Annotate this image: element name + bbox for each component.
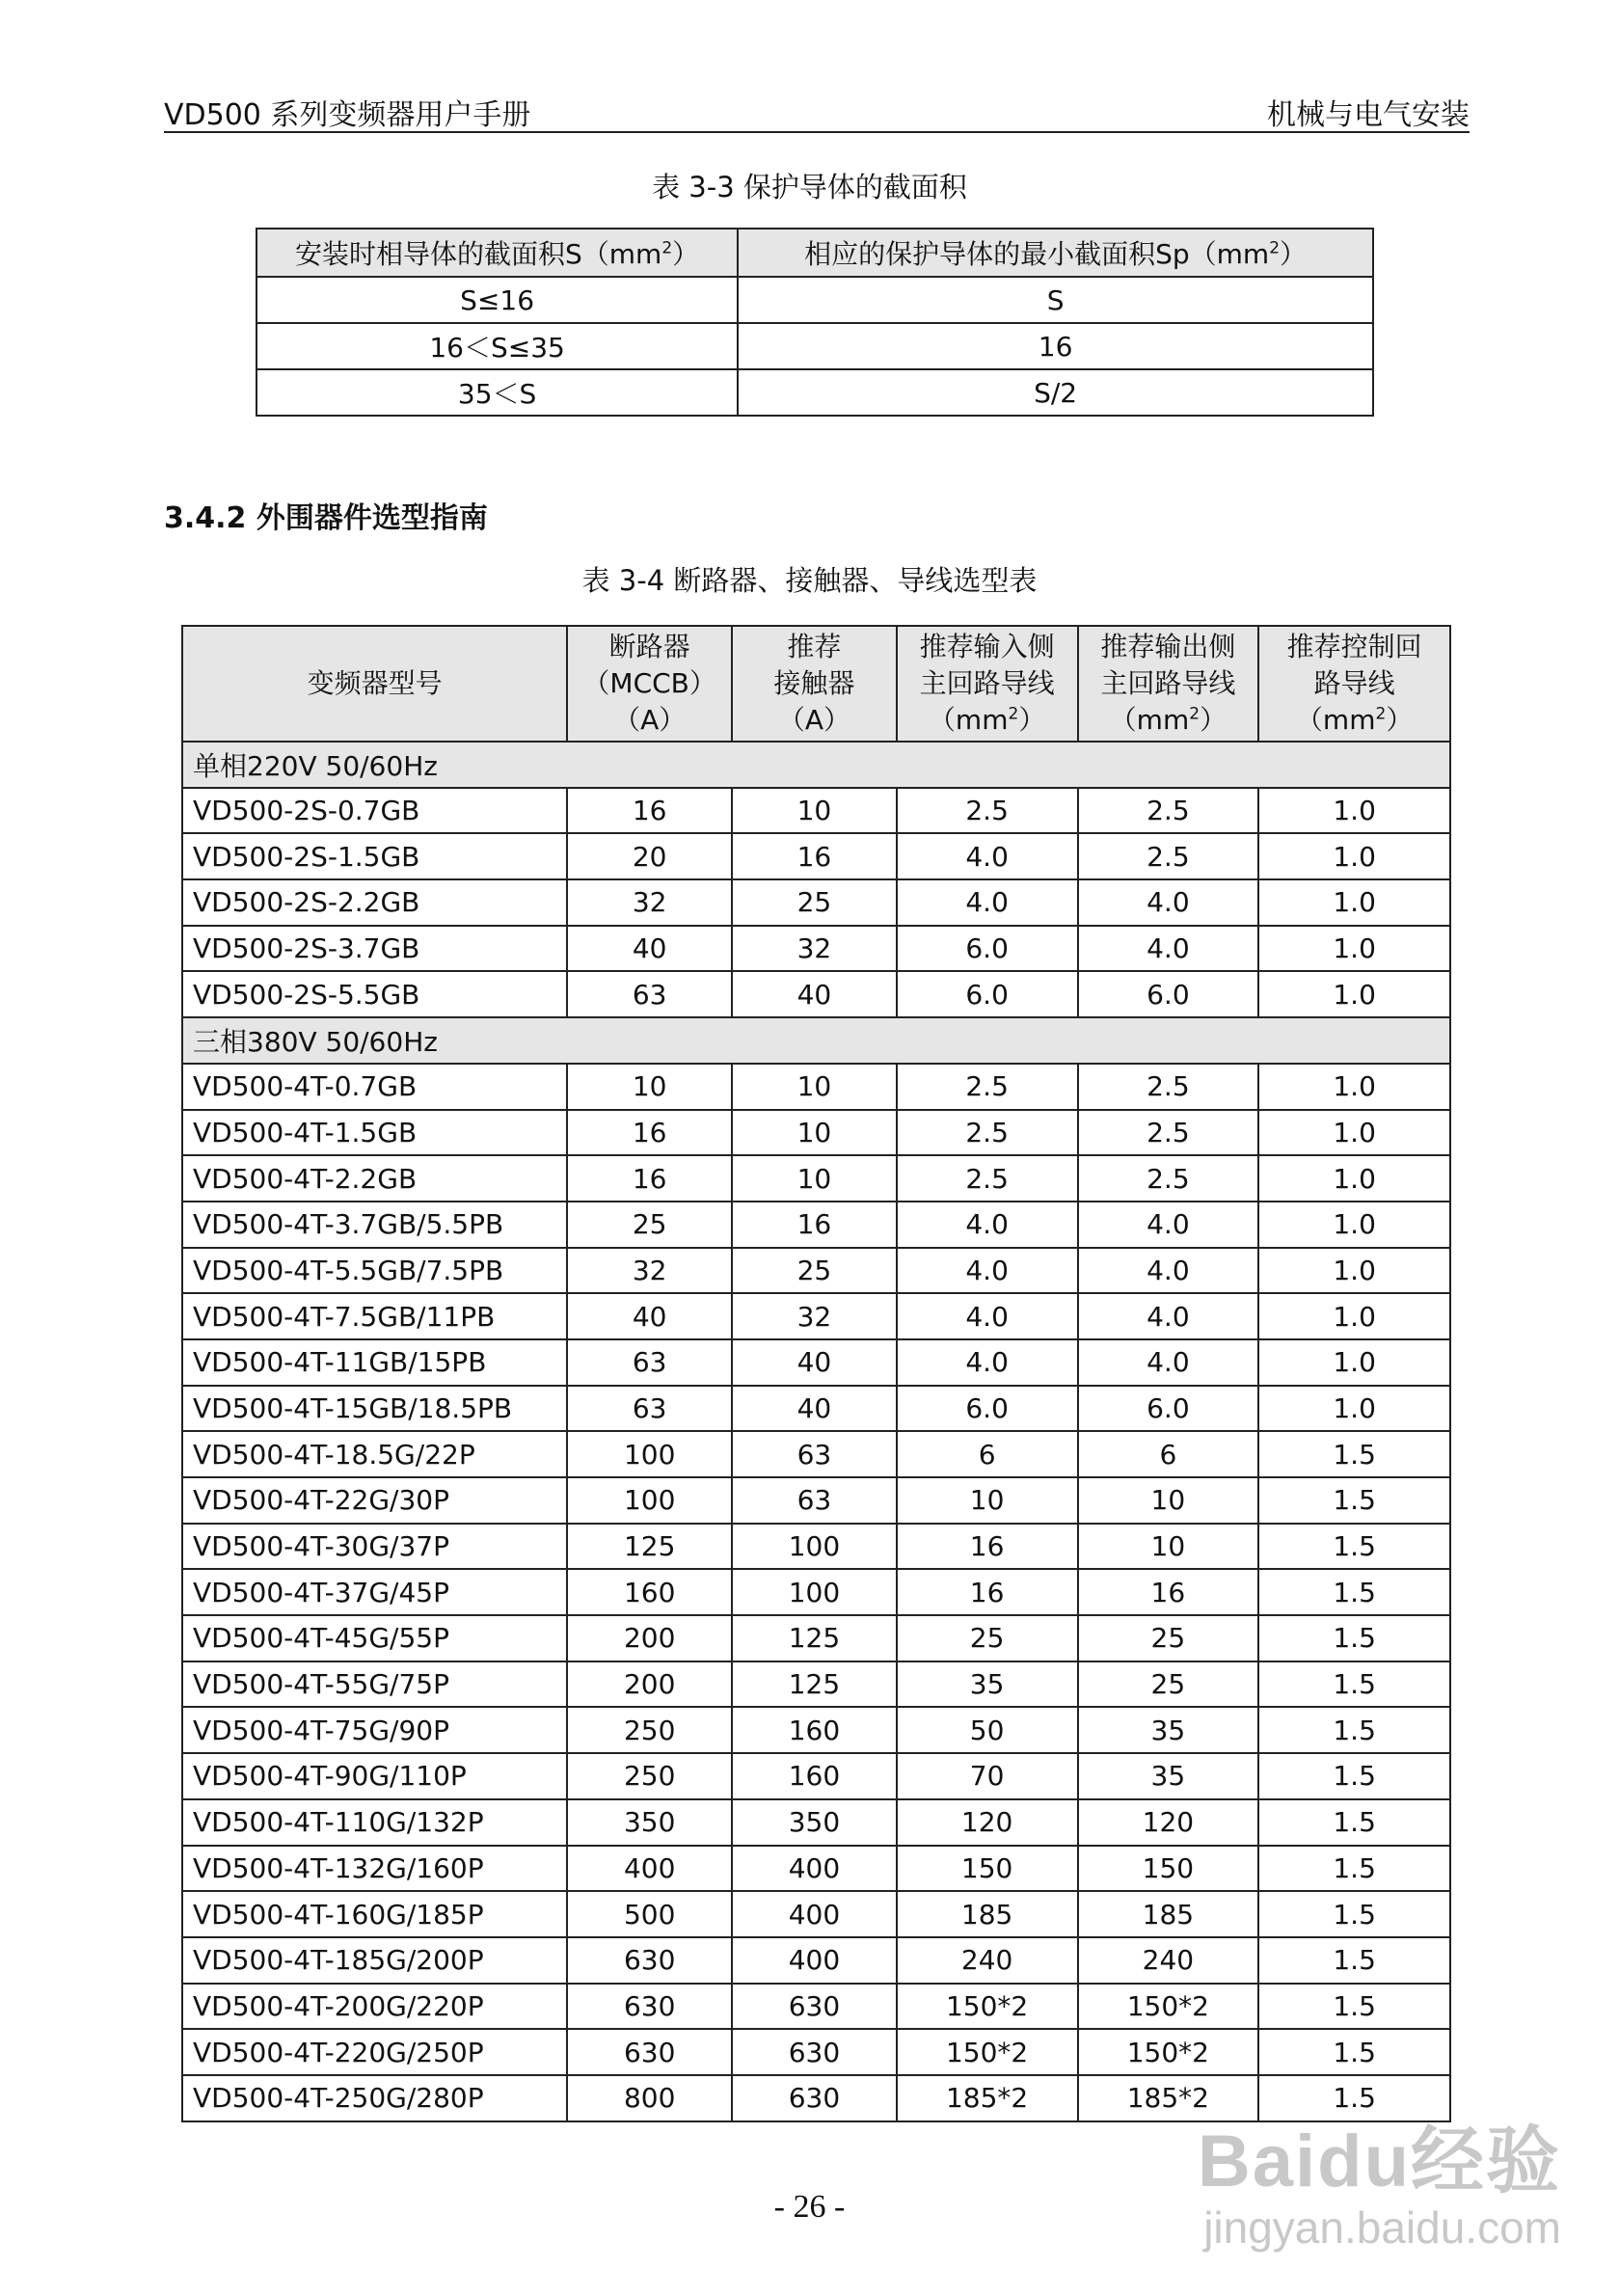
table-row	[182, 1064, 1450, 1110]
table-cell: S/2	[738, 369, 1373, 416]
group-row	[182, 742, 1450, 788]
table-cell: 6.0	[897, 971, 1078, 1017]
table-row	[182, 1891, 1450, 1937]
table-cell: 4.0	[897, 833, 1078, 879]
table-cell: 4.0	[1078, 1202, 1259, 1248]
table-cell: 32	[567, 1248, 732, 1294]
table-cell: 150	[897, 1846, 1078, 1892]
table-row	[182, 1569, 1450, 1615]
model-cell: VD500-4T-22G/30P	[182, 1477, 567, 1524]
table-header-cell: 推荐 接触器 （A）	[732, 626, 897, 742]
table-row	[182, 1524, 1450, 1570]
table-cell: 630	[567, 2029, 732, 2075]
table-row	[182, 879, 1450, 926]
table-header-row	[182, 626, 1450, 742]
table-cell: 160	[732, 1707, 897, 1753]
table-cell: 10	[732, 1110, 897, 1156]
group-row	[182, 1017, 1450, 1064]
table-cell: 40	[567, 1293, 732, 1339]
table-cell: 4.0	[1078, 926, 1259, 972]
table-row	[182, 1707, 1450, 1753]
table-cell: 185	[897, 1891, 1078, 1937]
table-row	[182, 1248, 1450, 1294]
table-row	[256, 323, 1373, 369]
table-row	[182, 1293, 1450, 1339]
table-cell: 1.0	[1258, 1248, 1450, 1294]
model-cell: VD500-4T-2.2GB	[182, 1155, 567, 1202]
table-cell: 6.0	[1078, 971, 1259, 1017]
table-cell: 16	[732, 833, 897, 879]
table-cell: 10	[897, 1477, 1078, 1524]
table-cell: 400	[732, 1891, 897, 1937]
table-cell: 40	[732, 1386, 897, 1432]
table-cell: 1.0	[1258, 971, 1450, 1017]
group-label: 三相380V 50/60Hz	[182, 1017, 1450, 1064]
model-cell: VD500-4T-37G/45P	[182, 1569, 567, 1615]
model-cell: VD500-2S-2.2GB	[182, 879, 567, 926]
table-cell: 1.5	[1258, 1569, 1450, 1615]
table-cell: 70	[897, 1753, 1078, 1799]
table-cell: 1.5	[1258, 1707, 1450, 1753]
table-cell: 40	[732, 1339, 897, 1386]
table-row	[182, 1202, 1450, 1248]
superscript: 2	[1269, 238, 1281, 258]
table-cell: 150	[1078, 1846, 1259, 1892]
table-cell: 350	[732, 1799, 897, 1846]
model-cell: VD500-4T-185G/200P	[182, 1937, 567, 1984]
group-label: 单相220V 50/60Hz	[182, 742, 1450, 788]
table-cell: S	[738, 277, 1373, 323]
table-cell: 25	[897, 1615, 1078, 1661]
table-row	[256, 277, 1373, 323]
table-header-cell: 推荐输入侧 主回路导线 $(mm^2)$	[897, 626, 1078, 742]
table-row	[182, 1339, 1450, 1386]
table-row	[182, 1661, 1450, 1708]
model-cell: VD500-2S-3.7GB	[182, 926, 567, 972]
table-cell: 6	[1078, 1431, 1259, 1477]
table-header-cell: 断路器 （MCCB） （A）	[567, 626, 732, 742]
table-cell: 125	[732, 1661, 897, 1708]
table-cell: 100	[732, 1569, 897, 1615]
table-cell: 16＜S≤35	[256, 323, 738, 369]
table-row	[182, 1386, 1450, 1432]
table-cell: 1.0	[1258, 1202, 1450, 1248]
table-cell: 1.0	[1258, 879, 1450, 926]
table-cell: 2.5	[897, 1064, 1078, 1110]
table-cell: 4.0	[897, 1202, 1078, 1248]
table-cell: 6	[897, 1431, 1078, 1477]
model-cell: VD500-4T-5.5GB/7.5PB	[182, 1248, 567, 1294]
table-cell: 2.5	[1078, 1110, 1259, 1156]
table-row	[182, 1984, 1450, 2030]
page-header	[164, 85, 1470, 133]
table-row	[182, 1799, 1450, 1846]
protective-conductor-table	[256, 228, 1374, 417]
component-selection-table	[181, 625, 1451, 2122]
table-cell: 2.5	[1078, 1155, 1259, 1202]
section-title: 3.4.2 外围器件选型指南	[164, 501, 488, 535]
table-cell: 1.0	[1258, 1339, 1450, 1386]
table-cell: 1.0	[1258, 1293, 1450, 1339]
table-cell: 40	[732, 971, 897, 1017]
table-cell: 1.5	[1258, 1524, 1450, 1570]
model-cell: VD500-4T-55G/75P	[182, 1661, 567, 1708]
table-cell: 630	[567, 1984, 732, 2030]
table-cell: 400	[567, 1846, 732, 1892]
table-cell: 1.0	[1258, 788, 1450, 834]
model-cell: VD500-4T-3.7GB/5.5PB	[182, 1202, 567, 1248]
table-cell: 1.0	[1258, 1386, 1450, 1432]
table-cell: 100	[567, 1431, 732, 1477]
table-cell: 1.5	[1258, 1937, 1450, 1984]
table-3-3-caption: 表 3-3 保护导体的截面积	[652, 171, 967, 203]
table-3-4-caption: 表 3-4 断路器、接触器、导线选型表	[581, 564, 1038, 597]
table-cell: 6.0	[897, 926, 1078, 972]
table-cell: 4.0	[1078, 1248, 1259, 1294]
table-cell: 1.0	[1258, 1110, 1450, 1156]
baidu-watermark	[1198, 2102, 1561, 2254]
table-cell: 6.0	[1078, 1386, 1259, 1432]
table-cell: 160	[567, 1569, 732, 1615]
table-cell: 150*2	[1078, 1984, 1259, 2030]
table-cell: 1.5	[1258, 1846, 1450, 1892]
table-cell: 250	[567, 1707, 732, 1753]
table-cell: 63	[567, 971, 732, 1017]
header-title: VD500 系列变频器用户手册	[164, 98, 531, 132]
table-cell: 63	[732, 1431, 897, 1477]
table-cell: 1.5	[1258, 1984, 1450, 2030]
table-cell: 10	[732, 788, 897, 834]
table-cell: 2.5	[1078, 1064, 1259, 1110]
model-cell: VD500-4T-0.7GB	[182, 1064, 567, 1110]
table-cell: 25	[1078, 1615, 1259, 1661]
table-cell: 120	[1078, 1799, 1259, 1846]
table-cell: 185*2	[1078, 2075, 1259, 2121]
model-cell: VD500-4T-132G/160P	[182, 1846, 567, 1892]
table-cell: 35	[1078, 1707, 1259, 1753]
model-cell: VD500-2S-1.5GB	[182, 833, 567, 879]
table-row	[182, 833, 1450, 879]
table-row	[182, 1753, 1450, 1799]
table-cell: 6.0	[897, 1386, 1078, 1432]
table-cell: 4.0	[897, 1248, 1078, 1294]
page-number: - 26 -	[773, 2189, 846, 2225]
watermark-url: jingyan.baidu.com	[1203, 2202, 1561, 2253]
table-cell: 800	[567, 2075, 732, 2121]
table-cell: 185*2	[897, 2075, 1078, 2121]
superscript: 2	[1008, 704, 1019, 724]
model-cell: VD500-2S-0.7GB	[182, 788, 567, 834]
table-cell: 16	[1078, 1569, 1259, 1615]
table-cell: 630	[732, 2029, 897, 2075]
table-row	[182, 1615, 1450, 1661]
table-cell: 25	[732, 1248, 897, 1294]
table-cell: 16	[567, 1155, 732, 1202]
table-row	[182, 971, 1450, 1017]
table-cell: 1.5	[1258, 1661, 1450, 1708]
table-row	[182, 1155, 1450, 1202]
table-cell: 2.5	[1078, 833, 1259, 879]
table-cell: 1.0	[1258, 833, 1450, 879]
table-cell: 400	[732, 1937, 897, 1984]
model-cell: VD500-4T-15GB/18.5PB	[182, 1386, 567, 1432]
table-cell: 16	[738, 323, 1373, 369]
table-header-cell: 推荐控制回 路导线 $(mm^2)$	[1258, 626, 1450, 742]
model-cell: VD500-4T-220G/250P	[182, 2029, 567, 2075]
table-cell: 1.5	[1258, 1431, 1450, 1477]
model-cell: VD500-4T-7.5GB/11PB	[182, 1293, 567, 1339]
table-cell: 32	[732, 1293, 897, 1339]
model-cell: VD500-4T-11GB/15PB	[182, 1339, 567, 1386]
table-cell: 120	[897, 1799, 1078, 1846]
table-cell: 40	[567, 926, 732, 972]
table-cell: 1.5	[1258, 1753, 1450, 1799]
model-cell: VD500-4T-90G/110P	[182, 1753, 567, 1799]
superscript: 2	[661, 238, 673, 258]
model-cell: VD500-4T-110G/132P	[182, 1799, 567, 1846]
table-cell: 400	[732, 1846, 897, 1892]
table-row	[182, 788, 1450, 834]
table-cell: 35＜S	[256, 369, 738, 416]
table-cell: 1.5	[1258, 1799, 1450, 1846]
table-cell: 4.0	[897, 1339, 1078, 1386]
table-cell: 350	[567, 1799, 732, 1846]
model-cell: VD500-4T-18.5G/22P	[182, 1431, 567, 1477]
table-cell: 150*2	[897, 2029, 1078, 2075]
table-cell: 1.5	[1258, 1477, 1450, 1524]
table-cell: 10	[1078, 1524, 1259, 1570]
table-cell: 100	[567, 1477, 732, 1524]
watermark-logo: Baidu经验	[1197, 2120, 1561, 2202]
model-cell: VD500-4T-1.5GB	[182, 1110, 567, 1156]
table-cell: 4.0	[897, 879, 1078, 926]
table-cell: 4.0	[1078, 1339, 1259, 1386]
table-cell: 630	[732, 2075, 897, 2121]
model-cell: VD500-4T-160G/185P	[182, 1891, 567, 1937]
model-cell: VD500-4T-200G/220P	[182, 1984, 567, 2030]
table-cell: 250	[567, 1753, 732, 1799]
table-row	[182, 1937, 1450, 1984]
table-cell: 125	[732, 1615, 897, 1661]
table-cell: 50	[897, 1707, 1078, 1753]
table-cell: 1.5	[1258, 2029, 1450, 2075]
table-cell: 4.0	[1078, 879, 1259, 926]
model-cell: VD500-4T-250G/280P	[182, 2075, 567, 2121]
table-cell: 25	[567, 1202, 732, 1248]
table-cell: 63	[567, 1339, 732, 1386]
table-header-cell: 安装时相导体的截面积$S(mm^2)$	[256, 229, 738, 277]
table-cell: 4.0	[1078, 1293, 1259, 1339]
table-row	[256, 369, 1373, 416]
table-cell: 25	[732, 879, 897, 926]
table-cell: 240	[897, 1937, 1078, 1984]
table-row	[182, 926, 1450, 972]
table-cell: 16	[567, 788, 732, 834]
table-row	[182, 2029, 1450, 2075]
table-cell: 20	[567, 833, 732, 879]
table-cell: S≤16	[256, 277, 738, 323]
table-cell: 630	[567, 1937, 732, 1984]
model-cell: VD500-2S-5.5GB	[182, 971, 567, 1017]
table-cell: 10	[1078, 1477, 1259, 1524]
table-cell: 2.5	[1078, 788, 1259, 834]
table-cell: 150*2	[897, 1984, 1078, 2030]
superscript: 2	[1375, 704, 1387, 724]
table-cell: 10	[567, 1064, 732, 1110]
table-header-row	[256, 229, 1373, 277]
table-cell: 200	[567, 1615, 732, 1661]
table-cell: 160	[732, 1753, 897, 1799]
table-cell: 32	[567, 879, 732, 926]
table-cell: 4.0	[897, 1293, 1078, 1339]
table-cell: 2.5	[897, 1155, 1078, 1202]
table-cell: 185	[1078, 1891, 1259, 1937]
table-cell: 1.0	[1258, 926, 1450, 972]
table-cell: 1.5	[1258, 2075, 1450, 2121]
table-cell: 200	[567, 1661, 732, 1708]
table-cell: 240	[1078, 1937, 1259, 1984]
table-cell: 10	[732, 1064, 897, 1110]
table-cell: 63	[732, 1477, 897, 1524]
table-cell: 16	[897, 1569, 1078, 1615]
table-header-cell: 相应的保护导体的最小截面积$Sp(mm^2)$	[738, 229, 1373, 277]
table-cell: 35	[1078, 1753, 1259, 1799]
table-row	[182, 1477, 1450, 1524]
table-cell: 63	[567, 1386, 732, 1432]
table-cell: 1.0	[1258, 1155, 1450, 1202]
table-cell: 2.5	[897, 1110, 1078, 1156]
superscript: 2	[1189, 704, 1201, 724]
table-cell: 150*2	[1078, 2029, 1259, 2075]
table-cell: 1.5	[1258, 1615, 1450, 1661]
table-row	[182, 1110, 1450, 1156]
table-header-cell: 变频器型号	[182, 626, 567, 742]
table-cell: 10	[732, 1155, 897, 1202]
table-header-cell: 推荐输出侧 主回路导线 $(mm^2)$	[1078, 626, 1259, 742]
table-cell: 35	[897, 1661, 1078, 1708]
table-cell: 100	[732, 1524, 897, 1570]
table-cell: 16	[567, 1110, 732, 1156]
table-row	[182, 1431, 1450, 1477]
table-cell: 25	[1078, 1661, 1259, 1708]
table-cell: 1.5	[1258, 1891, 1450, 1937]
model-cell: VD500-4T-75G/90P	[182, 1707, 567, 1753]
table-cell: 16	[732, 1202, 897, 1248]
model-cell: VD500-4T-30G/37P	[182, 1524, 567, 1570]
table-cell: 16	[897, 1524, 1078, 1570]
model-cell: VD500-4T-45G/55P	[182, 1615, 567, 1661]
table-cell: 2.5	[897, 788, 1078, 834]
header-chapter: 机械与电气安装	[1267, 98, 1470, 132]
table-cell: 125	[567, 1524, 732, 1570]
table-cell: 500	[567, 1891, 732, 1937]
table-cell: 32	[732, 926, 897, 972]
table-cell: 1.0	[1258, 1064, 1450, 1110]
table-row	[182, 1846, 1450, 1892]
table-cell: 630	[732, 1984, 897, 2030]
